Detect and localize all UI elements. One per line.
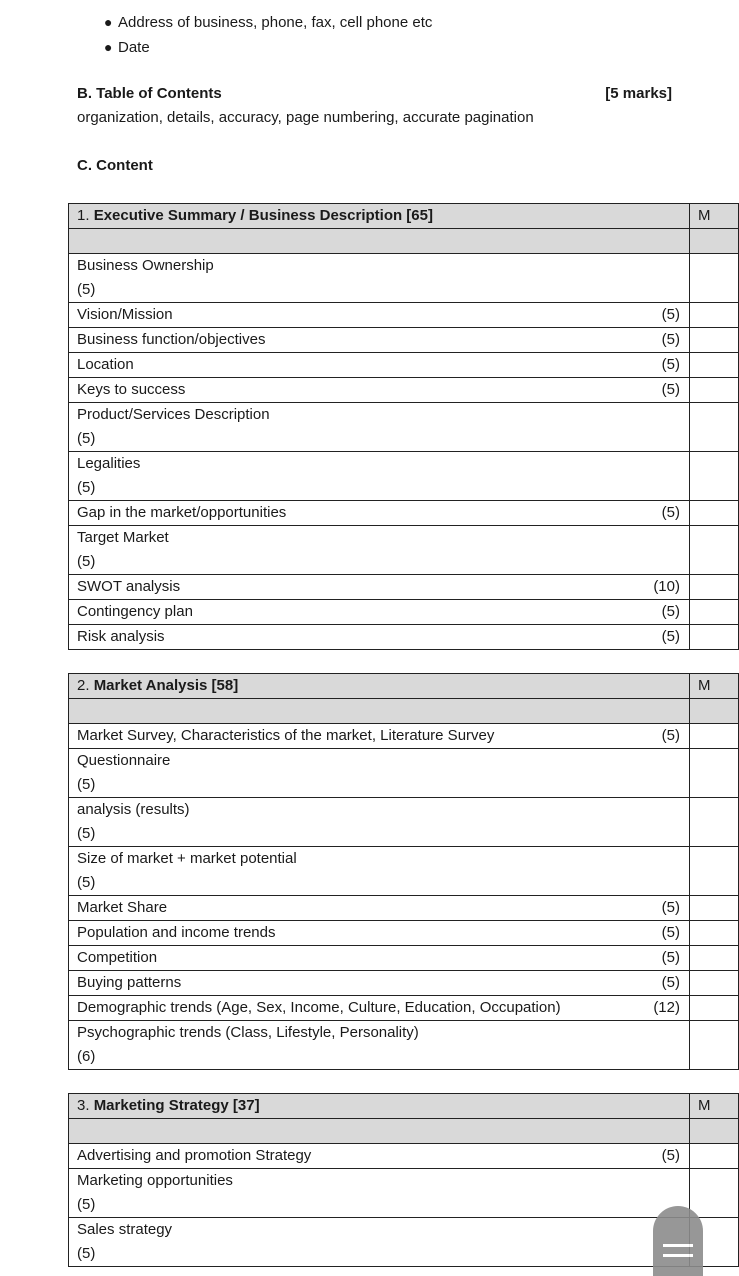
criterion-label: Buying patterns [77, 974, 182, 991]
criterion-label: Population and income trends [77, 924, 276, 941]
criterion-marks: (12) [653, 999, 680, 1016]
criterion-marks: (5) [661, 924, 680, 941]
criterion-label: Business Ownership [77, 257, 214, 274]
criterion-cell [69, 575, 690, 600]
blank-cell [69, 1119, 690, 1144]
criterion-label: Gap in the market/opportunities [77, 504, 287, 521]
score-cell [690, 1169, 739, 1218]
criterion-marks: (5) [661, 603, 680, 620]
criterion-cell [69, 353, 690, 378]
score-cell [690, 328, 739, 353]
criterion-label: Demographic trends (Age, Sex, Income, Culture, Education, Occupation) [77, 999, 561, 1016]
table-row [69, 996, 739, 1021]
criterion-label: Marketing opportunities [77, 1172, 233, 1189]
score-cell [690, 896, 739, 921]
table-row [69, 1144, 739, 1169]
bullet-text: Address of business, phone, fax, cell phone etc [118, 14, 433, 31]
criterion-label: analysis (results) [77, 801, 190, 818]
criterion-cell [69, 501, 690, 526]
criterion-marks: (10) [653, 578, 680, 595]
table-row [69, 724, 739, 749]
rubric-table-marketing-strategy [68, 1093, 739, 1267]
marks-column-header: M [690, 204, 739, 229]
table-header-row [69, 204, 739, 229]
table-row [69, 353, 739, 378]
blank-cell [690, 699, 739, 724]
criterion-cell [69, 254, 690, 303]
score-cell [690, 1144, 739, 1169]
rubric-table-market-analysis [68, 673, 739, 1070]
criterion-marks: (5) [77, 874, 96, 891]
criterion-marks: (5) [661, 727, 680, 744]
score-cell [690, 403, 739, 452]
criterion-label: Questionnaire [77, 752, 171, 769]
score-cell [690, 971, 739, 996]
criterion-label: Competition [77, 949, 158, 966]
criterion-cell [69, 452, 690, 501]
table-row [69, 798, 739, 847]
criterion-cell [69, 526, 690, 575]
criterion-marks: (6) [77, 1048, 96, 1065]
table-header-row [69, 674, 739, 699]
criterion-cell [69, 724, 690, 749]
criterion-cell [69, 1169, 690, 1218]
table-blank-row [69, 1119, 739, 1144]
criterion-label: Vision/Mission [77, 306, 173, 323]
table-row [69, 403, 739, 452]
criterion-cell [69, 1144, 690, 1169]
scroll-handle-button[interactable] [653, 1206, 703, 1276]
criterion-cell [69, 600, 690, 625]
criterion-label: Target Market [77, 529, 169, 546]
criterion-label: Sales strategy [77, 1221, 173, 1238]
score-cell [690, 625, 739, 650]
table-blank-row [69, 229, 739, 254]
criterion-marks: (5) [661, 899, 680, 916]
table-row [69, 1169, 739, 1218]
table-title-cell [69, 674, 690, 699]
criterion-cell [69, 625, 690, 650]
criterion-cell [69, 403, 690, 452]
table-row [69, 1218, 739, 1267]
section-number: 1. [77, 207, 90, 224]
section-number: 2. [77, 677, 90, 694]
criterion-label: Size of market + market potential [77, 850, 297, 867]
bullet-icon: ● [104, 39, 113, 55]
criterion-marks: (5) [661, 628, 680, 645]
table-header-row [69, 1094, 739, 1119]
criterion-cell [69, 303, 690, 328]
bullet-icon: ● [104, 14, 113, 30]
criterion-cell [69, 1218, 690, 1267]
criterion-label: Market Survey, Characteristics of the market, Literature Survey [77, 727, 495, 744]
criterion-marks: (5) [77, 430, 96, 447]
criterion-marks: (5) [77, 825, 96, 842]
criterion-marks: (5) [661, 356, 680, 373]
table-row [69, 575, 739, 600]
score-cell [690, 798, 739, 847]
criterion-marks: (5) [77, 1245, 96, 1262]
table-row [69, 254, 739, 303]
criterion-marks: (5) [661, 331, 680, 348]
handle-line-icon [663, 1244, 693, 1247]
criterion-label: Psychographic trends (Class, Lifestyle, Personality) [77, 1024, 419, 1041]
rubric-table-executive-summary [68, 203, 739, 650]
table-blank-row [69, 699, 739, 724]
criterion-marks: (5) [77, 479, 96, 496]
criterion-cell [69, 971, 690, 996]
table-row [69, 526, 739, 575]
score-cell [690, 724, 739, 749]
score-cell [690, 526, 739, 575]
criterion-marks: (5) [77, 1196, 96, 1213]
marks-column-header: M [690, 1094, 739, 1119]
section-title: Market Analysis [58] [93, 677, 239, 694]
table-row [69, 896, 739, 921]
marks-column-header: M [690, 674, 739, 699]
table-row [69, 303, 739, 328]
criterion-label: Advertising and promotion Strategy [77, 1147, 312, 1164]
table-title-cell [69, 1094, 690, 1119]
table-row [69, 378, 739, 403]
table-row [69, 452, 739, 501]
toc-marks: [5 marks] [605, 85, 672, 102]
table-title-cell [69, 204, 690, 229]
criterion-label: Risk analysis [77, 628, 165, 645]
criterion-cell [69, 1021, 690, 1070]
blank-cell [690, 1119, 739, 1144]
criterion-marks: (5) [77, 776, 96, 793]
table-row [69, 946, 739, 971]
score-cell [690, 600, 739, 625]
criterion-marks: (5) [661, 504, 680, 521]
score-cell [690, 378, 739, 403]
score-cell [690, 353, 739, 378]
score-cell [690, 921, 739, 946]
criterion-cell [69, 847, 690, 896]
score-cell [690, 847, 739, 896]
criterion-cell [69, 328, 690, 353]
score-cell [690, 946, 739, 971]
criterion-marks: (5) [661, 949, 680, 966]
score-cell [690, 501, 739, 526]
criterion-label: Keys to success [77, 381, 186, 398]
score-cell [690, 452, 739, 501]
criterion-label: Market Share [77, 899, 168, 916]
criterion-label: SWOT analysis [77, 578, 181, 595]
criterion-label: Business function/objectives [77, 331, 266, 348]
section-title: Marketing Strategy [37] [93, 1097, 260, 1114]
table-row [69, 328, 739, 353]
bullet-item [104, 10, 432, 35]
criterion-label: Location [77, 356, 134, 373]
blank-cell [69, 699, 690, 724]
criterion-cell [69, 378, 690, 403]
toc-heading: B. Table of Contents [77, 85, 222, 102]
table-row [69, 847, 739, 896]
bullet-text: Date [118, 39, 150, 56]
section-title: Executive Summary / Business Description [65] [93, 207, 433, 224]
score-cell [690, 1021, 739, 1070]
section-number: 3. [77, 1097, 90, 1114]
score-cell [690, 996, 739, 1021]
criterion-marks: (5) [661, 974, 680, 991]
criterion-marks: (5) [661, 381, 680, 398]
table-row [69, 501, 739, 526]
blank-cell [69, 229, 690, 254]
table-row [69, 1021, 739, 1070]
toc-description: organization, details, accuracy, page numbering, accurate pagination [77, 109, 534, 126]
criterion-cell [69, 996, 690, 1021]
score-cell [690, 303, 739, 328]
criterion-cell [69, 749, 690, 798]
score-cell [690, 254, 739, 303]
intro-bullet-list [104, 10, 432, 60]
criterion-label: Contingency plan [77, 603, 193, 620]
table-row [69, 971, 739, 996]
table-row [69, 921, 739, 946]
criterion-marks: (5) [77, 281, 96, 298]
bullet-item [104, 35, 432, 60]
table-row [69, 600, 739, 625]
criterion-marks: (5) [661, 1147, 680, 1164]
content-heading: C. Content [77, 157, 153, 174]
criterion-marks: (5) [661, 306, 680, 323]
criterion-cell [69, 946, 690, 971]
score-cell [690, 575, 739, 600]
blank-cell [690, 229, 739, 254]
criterion-cell [69, 798, 690, 847]
score-cell [690, 749, 739, 798]
criterion-marks: (5) [77, 553, 96, 570]
criterion-cell [69, 896, 690, 921]
table-row [69, 625, 739, 650]
handle-line-icon [663, 1254, 693, 1257]
criterion-cell [69, 921, 690, 946]
criterion-label: Legalities [77, 455, 141, 472]
table-row [69, 749, 739, 798]
criterion-label: Product/Services Description [77, 406, 270, 423]
